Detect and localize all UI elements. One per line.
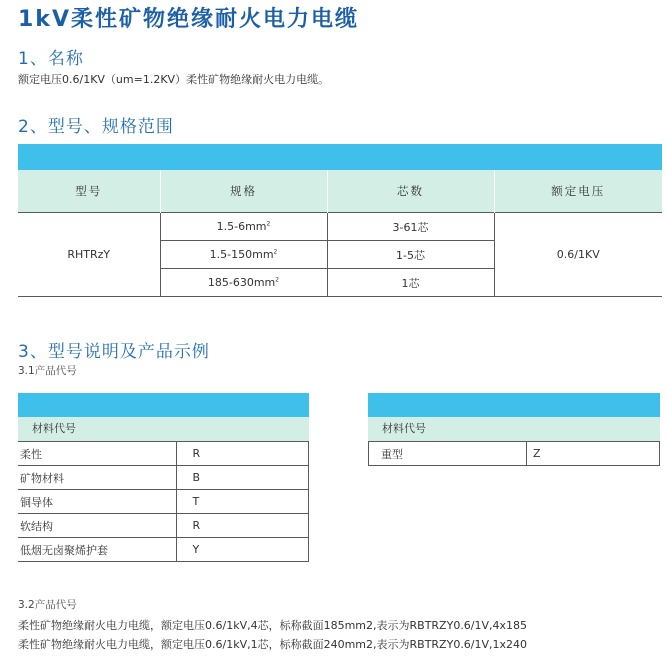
table-row [18, 490, 309, 514]
section-3-2-label: 3.2产品代号 [18, 599, 77, 611]
material-table-bar [18, 393, 309, 417]
spec-table-header [18, 170, 662, 213]
material-name: 低烟无卤聚烯护套 [18, 538, 176, 562]
material-name: 铜导体 [18, 490, 176, 514]
section-3-1-label: 3.1产品代号 [18, 365, 77, 377]
heavy-type-table [368, 393, 660, 466]
page-title: 1kV柔性矿物绝缘耐火电力电缆 [18, 7, 359, 32]
heavy-table-header: 材料代号 [368, 417, 660, 441]
material-code-table [18, 393, 309, 562]
section-1-text: 额定电压0.6/1KV（um=1.2KV）柔性矿物绝缘耐火电力电缆。 [18, 73, 330, 86]
column-header: 规格 [160, 170, 327, 213]
material-name: 矿物材料 [18, 466, 176, 490]
table-row [369, 442, 660, 466]
column-header: 型号 [18, 170, 160, 213]
cores-cell: 1芯 [327, 269, 494, 297]
table-row [18, 514, 309, 538]
section-1-heading: 1、名称 [18, 49, 84, 69]
material-code: R [176, 514, 309, 538]
table-row [18, 442, 309, 466]
voltage-cell: 0.6/1KV [494, 213, 662, 297]
table-row [18, 213, 662, 241]
spec-cell: $1.5-6mm^2$ [160, 213, 327, 241]
table-row [18, 538, 309, 562]
example-line-1: 柔性矿物绝缘耐火电力电缆，额定电压0.6/1kV,4芯，标称截面185mm2,表示为RBTRZY0.6/1V,4x185 [18, 619, 528, 632]
spec-cell: $1.5-150mm^2$ [160, 241, 327, 269]
heavy-table-bar [368, 393, 660, 417]
column-header: 额定电压 [494, 170, 662, 213]
material-code: B [176, 466, 309, 490]
model-cell: RHTRzY [18, 213, 160, 297]
spec-cell: $185-630mm^2$ [160, 269, 327, 297]
section-2-heading: 2、型号、规格范围 [18, 117, 174, 137]
material-code: Y [176, 538, 309, 562]
table-row [18, 466, 309, 490]
material-name: 软结构 [18, 514, 176, 538]
cores-cell: 3-61芯 [327, 213, 494, 241]
spec-table [18, 144, 662, 297]
material-code: T [176, 490, 309, 514]
cores-cell: 1-5芯 [327, 241, 494, 269]
section-3-heading: 3、型号说明及产品示例 [18, 342, 210, 362]
material-name: 柔性 [18, 442, 176, 466]
material-code: R [176, 442, 309, 466]
column-header: 芯数 [327, 170, 494, 213]
heavy-type-code: Z [527, 442, 660, 466]
heavy-type-name: 重型 [369, 442, 527, 466]
spec-table-bar [18, 144, 662, 170]
example-line-2: 柔性矿物绝缘耐火电力电缆，额定电压0.6/1kV,1芯，标称截面240mm2,表示为RBTRZY0.6/1V,1x240 [18, 638, 528, 651]
material-table-header: 材料代号 [18, 417, 309, 441]
